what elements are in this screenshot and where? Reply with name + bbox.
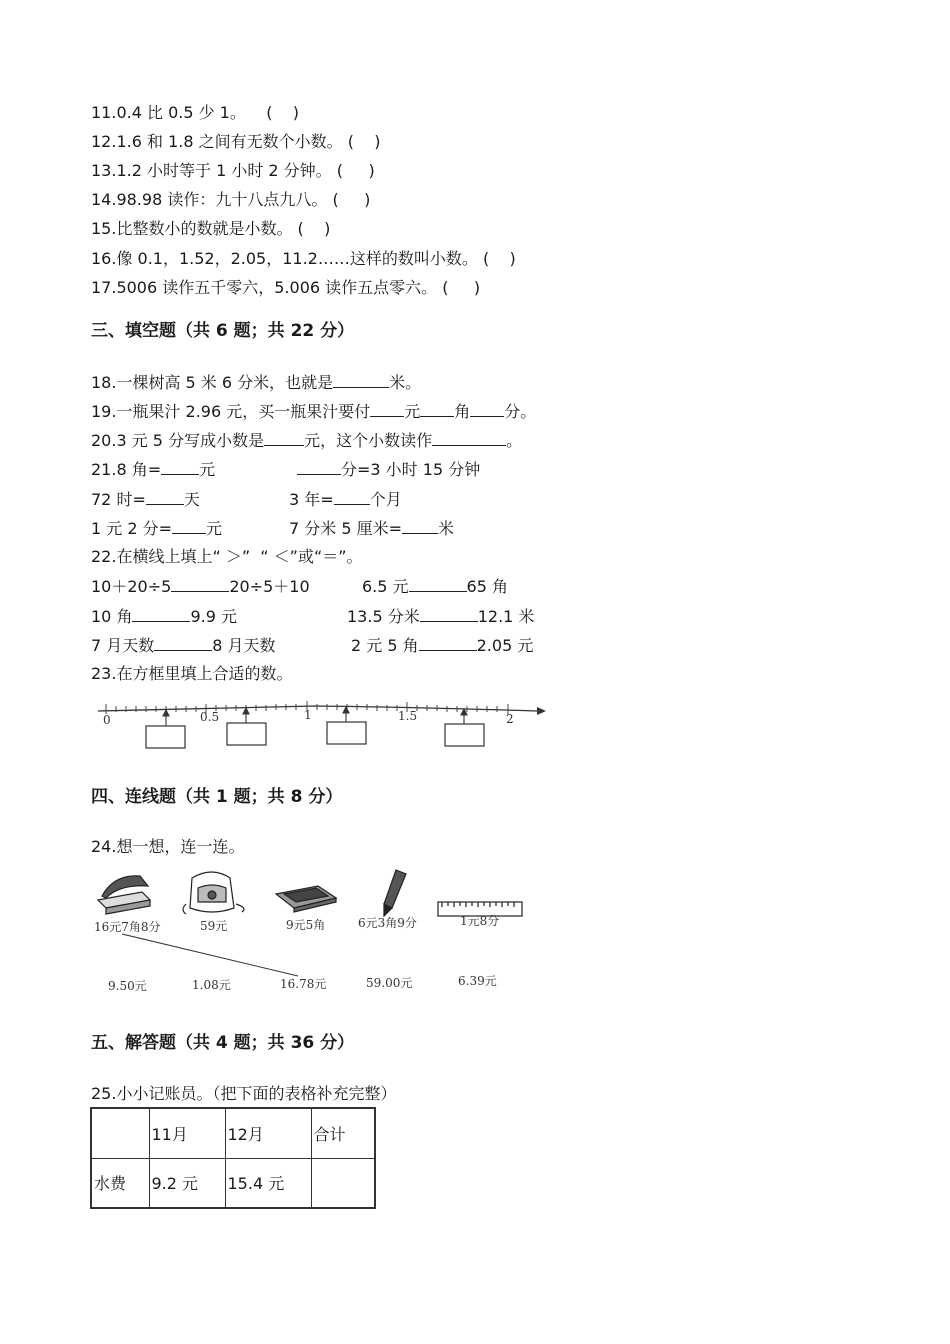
question-18	[91, 372, 421, 393]
price-option[interactable]: 59.00元	[366, 976, 413, 990]
q22-text: 7 月天数	[91, 636, 155, 655]
q22-text: 12.1 米	[477, 607, 535, 626]
q20-text: 20.3 元 5 分写成小数是	[91, 431, 265, 450]
q20-text: 元，这个小数读作	[304, 431, 433, 450]
judge-text: 15.比整数小的数就是小数。	[91, 219, 293, 238]
question-23: 23.在方框里填上合适的数。	[91, 664, 293, 683]
table-cell: 9.2 元	[149, 1158, 225, 1208]
answer-blank[interactable]	[297, 459, 341, 475]
answer-box[interactable]	[227, 723, 266, 745]
answer-paren[interactable]: ( )	[332, 190, 371, 209]
q21-unit: 米	[438, 519, 455, 538]
question-20	[91, 430, 522, 451]
judge-item	[91, 219, 330, 239]
answer-blank[interactable]	[171, 576, 229, 592]
q22-text: 2 元 5 角	[351, 636, 419, 655]
q21-row	[289, 489, 402, 510]
q21-text: 分=3 小时 15 分钟	[341, 460, 481, 479]
q21-text: 1 元 2 分=	[91, 519, 173, 538]
judge-text: 12.1.6 和 1.8 之间有无数个小数。	[91, 132, 343, 151]
judge-item	[91, 132, 381, 152]
answer-blank[interactable]	[172, 518, 206, 534]
table-header-cell: 11月	[149, 1108, 225, 1158]
question-19	[91, 401, 536, 422]
connecting-line	[122, 934, 298, 976]
q21-row	[91, 518, 222, 539]
q21-row	[91, 489, 200, 510]
q21-row	[289, 518, 454, 539]
table-row	[91, 1158, 375, 1208]
answer-blank[interactable]	[420, 401, 454, 417]
tick-label: 0	[103, 713, 111, 727]
answer-blank[interactable]	[333, 372, 389, 388]
total-answer-cell[interactable]	[311, 1158, 375, 1208]
q21-unit: 元	[199, 460, 216, 479]
question-25: 25.小小记账员。（把下面的表格补充完整）	[91, 1084, 397, 1103]
answer-blank[interactable]	[402, 518, 438, 534]
stapler-icon	[98, 876, 150, 914]
judge-text: 13.1.2 小时等于 1 小时 2 分钟。	[91, 161, 332, 180]
q21-text: 21.8 角=	[91, 460, 162, 479]
q21-row	[91, 459, 215, 480]
q22-text: 6.5 元	[362, 577, 409, 596]
answer-paren[interactable]: ( )	[266, 103, 300, 122]
answer-blank[interactable]	[432, 430, 506, 446]
q21-unit: 天	[183, 490, 200, 509]
q22-text: 65 角	[466, 577, 508, 596]
table-header-cell: 合计	[311, 1108, 375, 1158]
q20-text: 。	[506, 431, 523, 450]
number-line	[90, 694, 550, 756]
q22-text: 10＋20÷5	[91, 577, 172, 596]
price-option[interactable]: 9.50元	[108, 979, 147, 993]
q18-text: 18.一棵树高 5 米 6 分米，也就是	[91, 373, 334, 392]
q21-text: 72 时=	[91, 490, 146, 509]
backpack-icon	[183, 872, 244, 914]
table-cell: 15.4 元	[225, 1158, 311, 1208]
tick-label: 1	[304, 708, 312, 722]
q22-row	[91, 635, 276, 656]
q22-text: 2.05 元	[476, 636, 534, 655]
judge-text: 17.5006 读作五千零六，5.006 读作五点零六。	[91, 278, 438, 297]
item-price: 9元5角	[286, 918, 326, 932]
price-option[interactable]: 6.39元	[458, 974, 497, 988]
tick-label: 0.5	[200, 710, 220, 724]
q19-unit: 角	[454, 402, 471, 421]
answer-paren[interactable]: ( )	[482, 249, 516, 268]
section-heading: 三、填空题（共 6 题；共 22 分）	[91, 321, 355, 341]
answer-blank[interactable]	[420, 606, 478, 622]
q21-row	[297, 459, 480, 480]
answer-blank[interactable]	[161, 459, 199, 475]
q19-unit: 元	[404, 402, 421, 421]
q22-text: 10 角	[91, 607, 133, 626]
q18-unit: 米。	[389, 373, 422, 392]
question-24: 24.想一想，连一连。	[91, 837, 245, 856]
answer-box[interactable]	[445, 724, 484, 746]
ledger-table	[90, 1107, 376, 1209]
q22-text: 9.9 元	[190, 607, 237, 626]
table-cell: 水费	[91, 1158, 149, 1208]
answer-blank[interactable]	[132, 606, 190, 622]
judge-text: 14.98.98 读作：九十八点九八。	[91, 190, 328, 209]
pen-icon	[384, 870, 406, 916]
pencil-box-icon	[276, 886, 336, 912]
item-price: 16元7角8分	[94, 920, 161, 934]
judge-text: 11.0.4 比 0.5 少 1。	[91, 103, 246, 122]
q22-row	[91, 576, 310, 597]
q19-text: 19.一瓶果汁 2.96 元，买一瓶果汁要付	[91, 402, 371, 421]
judge-item	[91, 190, 370, 210]
table-header-cell: 12月	[225, 1108, 311, 1158]
item-price: 1元8分	[460, 914, 500, 928]
answer-box[interactable]	[327, 722, 366, 744]
answer-paren[interactable]: ( )	[336, 161, 375, 180]
q22-row	[347, 606, 534, 627]
q19-unit: 分。	[504, 402, 537, 421]
q22-text: 8 月天数	[212, 636, 276, 655]
matching-exercise	[90, 864, 530, 1000]
answer-paren[interactable]: ( )	[347, 132, 381, 151]
answer-blank[interactable]	[264, 430, 304, 446]
answer-box[interactable]	[146, 726, 185, 748]
q22-row	[351, 635, 533, 656]
judge-item	[91, 249, 516, 269]
table-row	[91, 1108, 375, 1158]
tick-label: 2	[506, 712, 514, 726]
q22-text: 13.5 分米	[347, 607, 420, 626]
q22-row	[91, 606, 237, 627]
judge-item	[91, 161, 375, 181]
answer-paren[interactable]: ( )	[442, 278, 481, 297]
judge-item	[91, 278, 480, 298]
item-price: 59元	[200, 919, 228, 933]
price-option[interactable]: 1.08元	[192, 978, 231, 992]
item-price: 6元3角9分	[358, 916, 417, 930]
answer-blank[interactable]	[154, 635, 212, 651]
q21-text: 3 年=	[289, 490, 334, 509]
tick-label: 1.5	[398, 709, 418, 723]
q21-unit: 元	[206, 519, 223, 538]
section-heading: 四、连线题（共 1 题；共 8 分）	[91, 787, 343, 807]
q21-unit: 个月	[369, 490, 402, 509]
q21-text: 7 分米 5 厘米=	[289, 519, 403, 538]
price-option[interactable]: 16.78元	[280, 977, 327, 991]
table-header-cell	[91, 1108, 149, 1158]
answer-paren[interactable]: ( )	[297, 219, 331, 238]
answer-blank[interactable]	[419, 635, 477, 651]
answer-blank[interactable]	[370, 401, 404, 417]
judge-text: 16.像 0.1，1.52，2.05，11.2……这样的数叫小数。	[91, 249, 478, 268]
judge-item	[91, 103, 299, 123]
question-22: 22.在横线上填上“ ＞” “ ＜”或“＝”。	[91, 547, 363, 566]
answer-blank[interactable]	[470, 401, 504, 417]
answer-blank[interactable]	[146, 489, 184, 505]
section-heading: 五、解答题（共 4 题；共 36 分）	[91, 1033, 355, 1053]
answer-blank[interactable]	[409, 576, 467, 592]
q22-row	[362, 576, 508, 597]
q22-text: 20÷5＋10	[229, 577, 310, 596]
answer-blank[interactable]	[334, 489, 370, 505]
